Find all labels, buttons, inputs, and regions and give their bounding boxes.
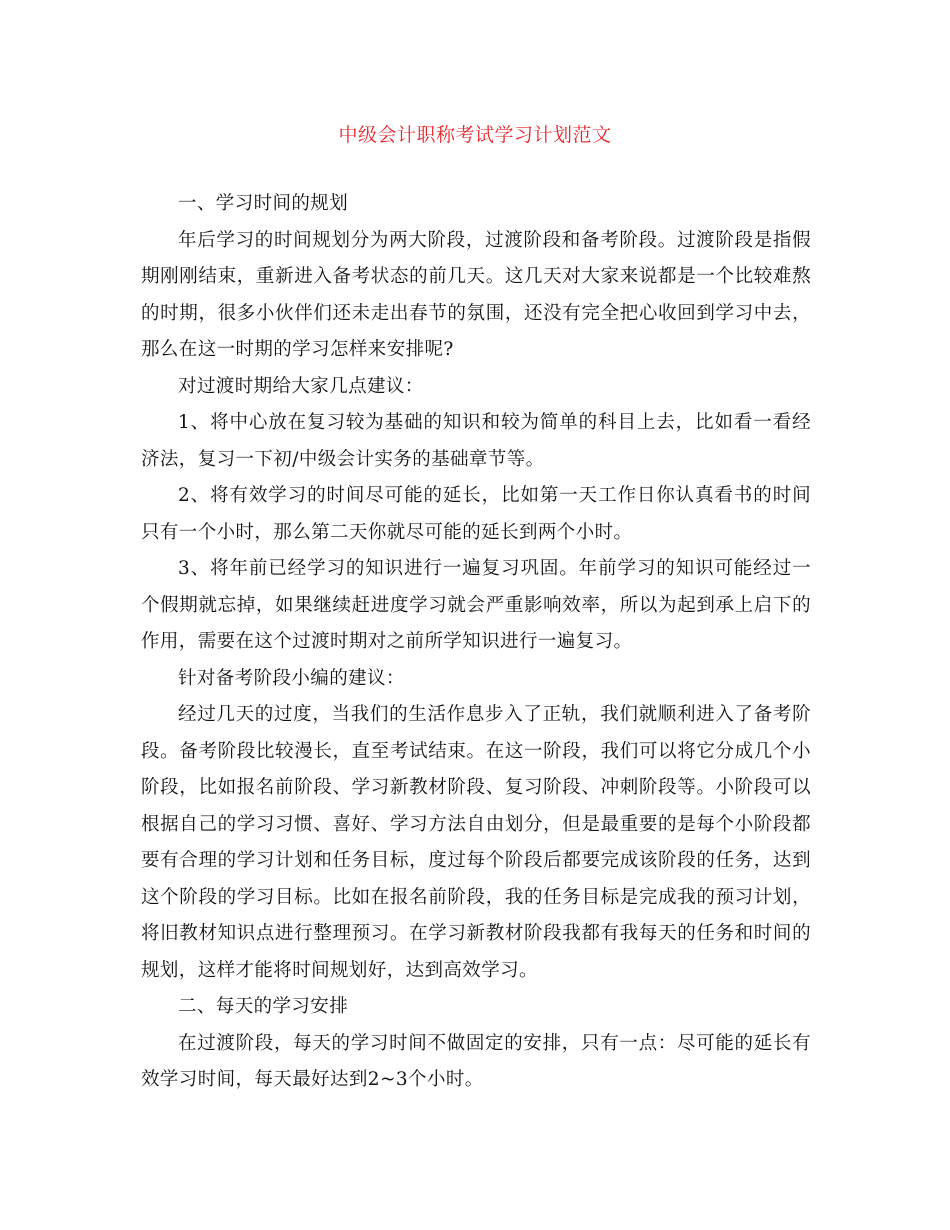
paragraph-transition-advice-intro: 对过渡时期给大家几点建议：	[178, 375, 424, 397]
document-body	[141, 186, 811, 1099]
paragraph-daily-schedule: 在过渡阶段，每天的学习时间不做固定的安排，只有一点：尽可能的延长有效学习时间，每天最好达到2~3个小时。	[141, 1032, 811, 1090]
section-heading-study-time-planning: 一、学习时间的规划	[178, 193, 349, 214]
paragraph-two-stages: 年后学习的时间规划分为两大阶段，过渡阶段和备考阶段。过渡阶段是指假期刚刚结束，重新进入备考状态的前几天。这几天对大家来说都是一个比较难熬的时期，很多小伙伴们还未走出春节的氛围，还没有完全把心收回到学习中去，那么在这一时期的学习怎样来安排呢?	[141, 229, 811, 360]
advice-item-3: 3、将年前已经学习的知识进行一遍复习巩固。年前学习的知识可能经过一个假期就忘掉，如果继续赶进度学习就会严重影响效率，所以为起到承上启下的作用，需要在这个过渡时期对之前所学知识进行一遍复习。	[141, 558, 811, 652]
section-heading-daily-schedule: 二、每天的学习安排	[178, 996, 349, 1017]
paragraph-prep-stage-detail: 经过几天的过度，当我们的生活作息步入了正轨，我们就顺利进入了备考阶段。备考阶段比较漫长，直至考试结束。在这一阶段，我们可以将它分成几个小阶段，比如报名前阶段、学习新教材阶段、复习阶段、冲刺阶段等。小阶段可以根据自己的学习习惯、喜好、学习方法自由划分，但是最重要的是每个小阶段都要有合理的学习计划和任务目标，度过每个阶段后都要完成该阶段的任务，达到这个阶段的学习目标。比如在报名前阶段，我的任务目标是完成我的预习计划，将旧教材知识点进行整理预习。在学习新教材阶段我都有我每天的任务和时间的规划，这样才能将时间规划好，达到高效学习。	[141, 704, 811, 981]
advice-item-1: 1、将中心放在复习较为基础的知识和较为简单的科目上去，比如看一看经济法，复习一下初/中级会计实务的基础章节等。	[141, 412, 811, 470]
advice-item-2: 2、将有效学习的时间尽可能的延长，比如第一天工作日你认真看书的时间只有一个小时，那么第二天你就尽可能的延长到两个小时。	[141, 485, 811, 543]
paragraph-prep-stage-advice-intro: 针对备考阶段小编的建议：	[178, 667, 405, 689]
document-title: 中级会计职称考试学习计划范文	[338, 124, 612, 146]
